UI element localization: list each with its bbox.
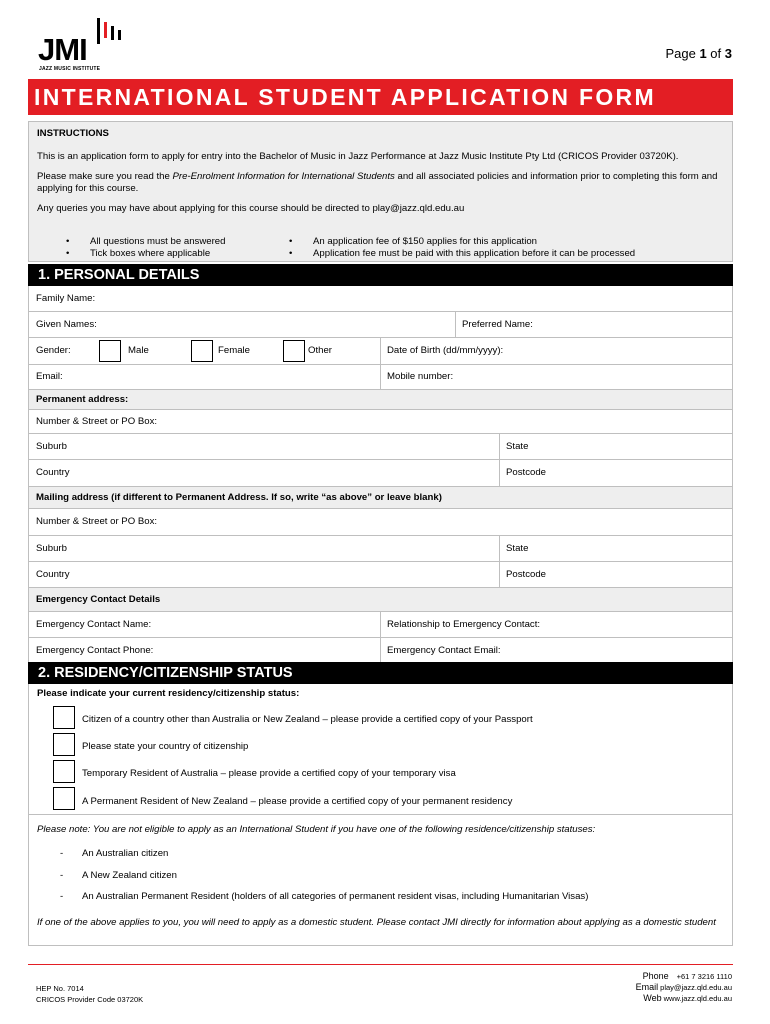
dob-label[interactable]: Date of Birth (dd/mm/yyyy):: [387, 345, 504, 356]
section-personal-details: 1. PERSONAL DETAILS: [28, 264, 733, 286]
residency-option-4-checkbox[interactable]: [53, 787, 75, 810]
footer-contact: [636, 971, 732, 1004]
logo-subtitle: JAZZ MUSIC INSTITUTE: [39, 66, 101, 72]
instructions-p1: This is an application form to apply for entry into the Bachelor of Music in Jazz Performance at Jazz Music Institute Pty Ltd (CRICOS Provider 03720K).: [37, 151, 679, 162]
dash-2: -: [60, 870, 64, 881]
family-name-row[interactable]: [28, 286, 733, 312]
mail-country-row: [28, 562, 733, 588]
permanent-address-header: [28, 390, 733, 410]
mail-suburb-label[interactable]: Suburb: [36, 543, 67, 554]
bullet-left-1: • All questions must be answered: [90, 236, 225, 248]
residency-option-1-label: Citizen of a country other than Australia or New Zealand – please provide a certified copy of your Passport: [82, 714, 533, 725]
footer-left: [36, 983, 143, 1005]
instructions-box: [28, 121, 733, 262]
residency-option-4-label: A Permanent Resident of New Zealand – please provide a certified copy of your permanent residency: [82, 796, 513, 807]
web-value[interactable]: www.jazz.qld.edu.au: [663, 994, 732, 1003]
perm-suburb-row: [28, 434, 733, 460]
ineligible-1: An Australian citizen: [82, 848, 169, 859]
email-footer-value[interactable]: play@jazz.qld.edu.au: [660, 983, 732, 992]
mail-street-label: Number & Street or PO Box:: [36, 516, 158, 527]
logo-bars-icon: [95, 16, 125, 46]
ineligible-3: An Australian Permanent Resident (holders of all categories of permanent resident visas, including Humanitarian Visas): [82, 891, 589, 902]
form-title: INTERNATIONAL STUDENT APPLICATION FORM: [28, 79, 733, 115]
residency-option-2-checkbox[interactable]: [53, 733, 75, 756]
perm-country-row: [28, 460, 733, 487]
ec-phone-row: [28, 638, 733, 664]
residency-divider: [29, 814, 732, 815]
instructions-heading: INSTRUCTIONS: [37, 128, 109, 139]
perm-suburb-label[interactable]: Suburb: [36, 441, 67, 452]
mail-suburb-row: [28, 536, 733, 562]
hep-number: HEP No. 7014: [36, 984, 84, 993]
page-indicator: Page 1 of 3: [665, 46, 732, 61]
instructions-p2: Please make sure you read the Pre-Enrolment Information for International Students and all associated policies and information prior to completing this form and applying for this course.: [37, 171, 718, 194]
section-residency: 2. RESIDENCY/CITIZENSHIP STATUS: [28, 662, 733, 684]
cricos-code: CRICOS Provider Code 03720K: [36, 995, 144, 1004]
bullet-left-2: • Tick boxes where applicable: [90, 248, 210, 260]
mail-state-label[interactable]: State: [506, 543, 529, 554]
residency-option-3-label: Temporary Resident of Australia – please provide a certified copy of your temporary visa: [82, 768, 456, 779]
mailing-address-header: [28, 487, 733, 509]
phone-label: Phone: [642, 971, 669, 981]
domestic-note: If one of the above applies to you, you will need to apply as a domestic student. Please contact JMI directly for information about applying as a domestic student: [37, 917, 716, 928]
mobile-label[interactable]: Mobile number:: [387, 371, 454, 382]
gender-label: Gender:: [36, 345, 71, 356]
residency-option-2-label: Please state your country of citizenship: [82, 741, 249, 752]
footer-divider: [28, 964, 733, 965]
given-names-row[interactable]: [28, 312, 733, 338]
instructions-p3: Any queries you may have about applying for this course should be directed to play@jazz.qld.edu.au: [37, 203, 465, 214]
ec-phone-label[interactable]: Emergency Contact Phone:: [36, 645, 154, 656]
given-names-label: Given Names:: [36, 319, 97, 330]
male-label: Male: [128, 345, 149, 356]
emergency-label: Emergency Contact Details: [36, 594, 161, 605]
email-mobile-row: [28, 365, 733, 390]
male-checkbox[interactable]: [99, 340, 121, 362]
perm-country-label[interactable]: Country: [36, 467, 70, 478]
residency-box: [28, 684, 733, 946]
residency-option-3-checkbox[interactable]: [53, 760, 75, 783]
female-label: Female: [218, 345, 250, 356]
perm-street-label: Number & Street or PO Box:: [36, 416, 158, 427]
residency-option-1-checkbox[interactable]: [53, 706, 75, 729]
family-name-label: Family Name:: [36, 293, 96, 304]
ec-relationship-label[interactable]: Relationship to Emergency Contact:: [387, 619, 541, 630]
mail-street-row[interactable]: [28, 509, 733, 536]
bullet-right-2: • Application fee must be paid with this application before it can be processed: [313, 248, 635, 260]
female-checkbox[interactable]: [191, 340, 213, 362]
mailing-address-label: Mailing address (if different to Permanent Address. If so, write “as above” or leave blank): [36, 492, 442, 503]
other-label: Other: [308, 345, 332, 356]
perm-postcode-label[interactable]: Postcode: [506, 467, 547, 478]
ec-name-label[interactable]: Emergency Contact Name:: [36, 619, 152, 630]
dash-3: -: [60, 891, 64, 902]
perm-street-row[interactable]: [28, 410, 733, 434]
preferred-name-label: Preferred Name:: [462, 319, 533, 330]
emergency-header: [28, 588, 733, 612]
ec-name-row: [28, 612, 733, 638]
mail-postcode-label[interactable]: Postcode: [506, 569, 547, 580]
dash-1: -: [60, 848, 64, 859]
mail-country-label[interactable]: Country: [36, 569, 70, 580]
phone-value: +61 7 3216 1110: [676, 972, 732, 981]
perm-state-label[interactable]: State: [506, 441, 529, 452]
ineligible-note: Please note: You are not eligible to apply as an International Student if you have one of the following residence/citizenship statuses:: [37, 824, 596, 835]
permanent-address-label: Permanent address:: [36, 394, 129, 405]
ec-email-label[interactable]: Emergency Contact Email:: [387, 645, 501, 656]
ineligible-2: A New Zealand citizen: [82, 870, 177, 881]
email-label[interactable]: Email:: [36, 371, 63, 382]
bullet-right-1: • An application fee of $150 applies for this application: [313, 236, 537, 248]
email-footer-label: Email: [635, 982, 659, 992]
gender-dob-row: [28, 338, 733, 365]
web-label: Web: [643, 993, 662, 1003]
logo-text: JMI: [38, 32, 87, 67]
residency-prompt: Please indicate your current residency/citizenship status:: [37, 688, 300, 699]
jmi-logo: [38, 16, 128, 71]
